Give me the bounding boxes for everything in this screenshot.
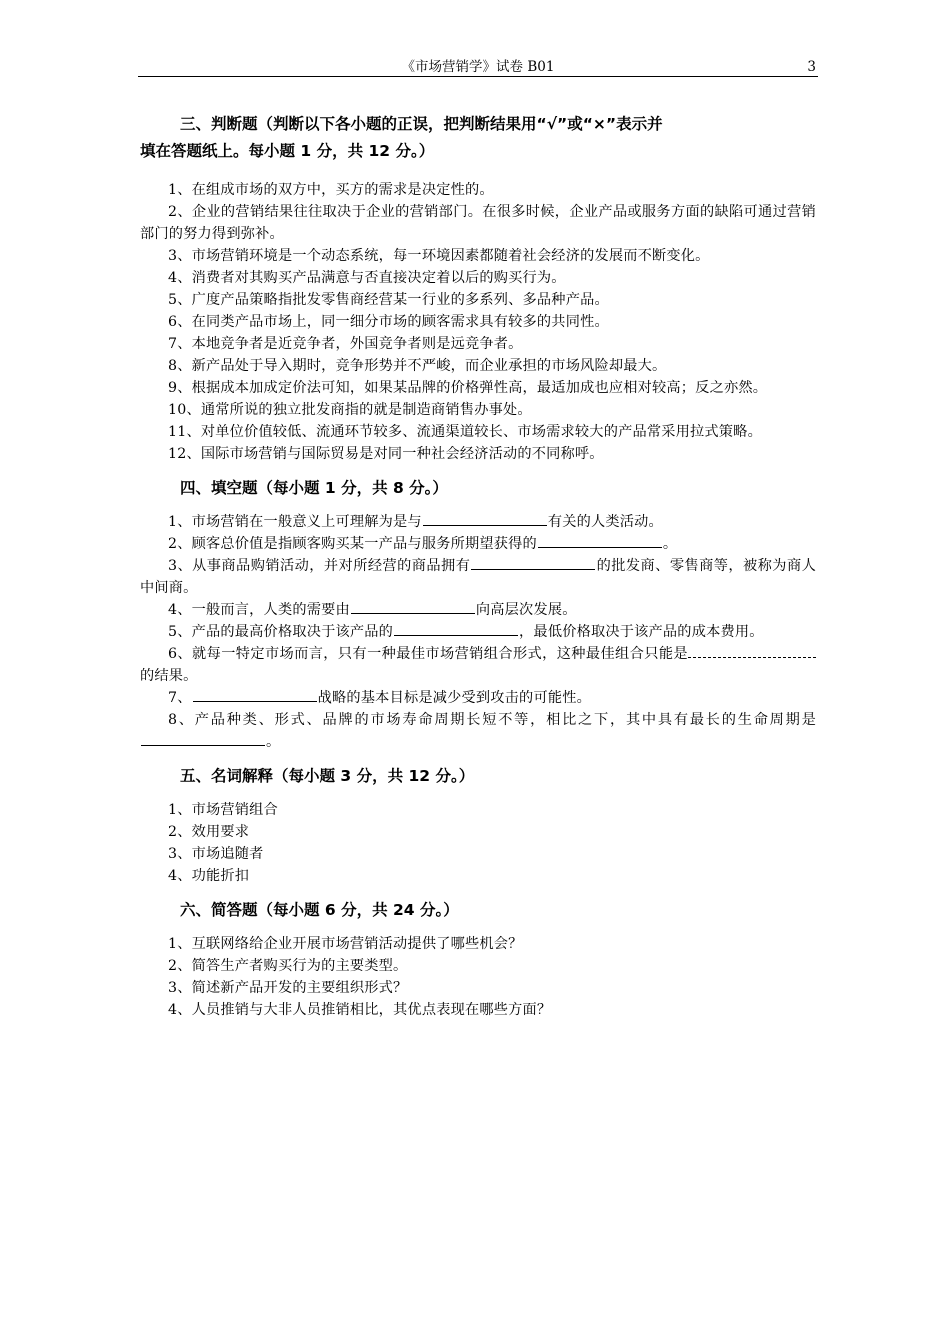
answer-blank (193, 687, 317, 702)
section-title-judge-line1: 三、判断题（判断以下各小题的正误，把判断结果用“√”或“×”表示并 (180, 115, 663, 133)
judge-item: 11、对单位价值较低、流通环节较多、流通渠道较长、市场需求较大的产品常采用拉式策略。 (168, 424, 762, 440)
fill-text-before: 7、 (168, 690, 192, 706)
fill-item (140, 643, 816, 687)
term-item: 3、市场追随者 (168, 846, 264, 862)
fill-text-after: 战略的基本目标是减少受到攻击的可能性。 (317, 690, 591, 706)
judge-item: 2、企业的营销结果往往取决于企业的营销部门。在很多时候，企业产品或服务方面的缺陷可通过营销部门的努力得到弥补。 (140, 204, 816, 242)
judge-item: 1、在组成市场的双方中，买方的需求是决定性的。 (168, 182, 494, 198)
fill-text-before: 2、顾客总价值是指顾客购买某一产品与服务所期望获得的 (168, 536, 537, 552)
judge-item: 3、市场营销环境是一个动态系统，每一环境因素都随着社会经济的发展而不断变化。 (168, 248, 710, 264)
fill-text-before: 5、产品的最高价格取决于该产品的 (168, 624, 394, 640)
judge-item: 8、新产品处于导入期时，竞争形势并不严峻，而企业承担的市场风险却最大。 (168, 358, 667, 374)
fill-text-after: 向高层次发展。 (475, 602, 577, 618)
answer-blank (538, 533, 662, 548)
fill-item (140, 511, 816, 533)
section-title-fill: 四、填空题（每小题 1 分，共 8 分。） (180, 479, 448, 497)
section-title-judge-line2: 填在答题纸上。每小题 1 分，共 12 分。） (140, 142, 435, 160)
short-item: 1、互联网络给企业开展市场营销活动提供了哪些机会？ (168, 936, 523, 952)
fill-items (140, 511, 816, 753)
fill-text-before: 8、产品种类、形式、品牌的市场寿命周期长短不等，相比之下，其中具有最长的生命周期是 (168, 712, 816, 728)
judge-item: 5、广度产品策略指批发零售商经营某一行业的多系列、多品种产品。 (168, 292, 609, 308)
judge-item: 4、消费者对其购买产品满意与否直接决定着以后的购买行为。 (168, 270, 566, 286)
page-header (138, 58, 818, 77)
judge-items (140, 179, 816, 465)
fill-text-after: ，最低价格取决于该产品的成本费用。 (519, 624, 764, 640)
terms-items (140, 799, 816, 887)
answer-blank (141, 731, 265, 746)
term-item: 2、效用要求 (168, 824, 250, 840)
term-item: 1、市场营销组合 (168, 802, 278, 818)
fill-item (140, 555, 816, 599)
fill-text-before: 3、从事商品购销活动，并对所经营的商品拥有 (168, 558, 471, 574)
fill-text-after: 的批发商、零售商等，被称为商人中间商。 (140, 558, 816, 596)
fill-text-before: 1、市场营销在一般意义上可理解为是与 (168, 514, 422, 530)
short-item: 4、人员推销与大非人员推销相比，其优点表现在哪些方面？ (168, 1002, 552, 1018)
term-item: 4、功能折扣 (168, 868, 250, 884)
answer-blank (688, 643, 816, 658)
answer-blank (423, 511, 547, 526)
fill-text-after: 的结果。 (140, 668, 198, 684)
fill-item (140, 533, 816, 555)
judge-item: 7、本地竞争者是近竞争者，外国竞争者则是远竞争者。 (168, 336, 523, 352)
judge-item: 10、通常所说的独立批发商指的就是制造商销售办事处。 (168, 402, 532, 418)
answer-blank (394, 621, 518, 636)
section-title-terms: 五、名词解释（每小题 3 分，共 12 分。） (180, 767, 475, 785)
fill-text-after: 。 (266, 734, 281, 750)
fill-item (140, 687, 816, 709)
answer-blank (351, 599, 475, 614)
section-title-judge (140, 111, 816, 138)
judge-item: 9、根据成本加成定价法可知，如果某品牌的价格弹性高，最适加成也应相对较高；反之亦然。 (168, 380, 768, 396)
answer-blank (471, 555, 595, 570)
exam-content (140, 111, 816, 1021)
short-item: 3、简述新产品开发的主要组织形式？ (168, 980, 408, 996)
fill-item (140, 621, 816, 643)
judge-item: 12、国际市场营销与国际贸易是对同一种社会经济活动的不同称呼。 (168, 446, 604, 462)
judge-item: 6、在同类产品市场上，同一细分市场的顾客需求具有较多的共同性。 (168, 314, 609, 330)
short-item: 2、简答生产者购买行为的主要类型。 (168, 958, 408, 974)
fill-text-before: 4、一般而言，人类的需要由 (168, 602, 350, 618)
section-title-short: 六、简答题（每小题 6 分，共 24 分。） (180, 901, 459, 919)
page-number: 3 (807, 59, 816, 75)
fill-text-after: 有关的人类活动。 (547, 514, 663, 530)
header-title: 《市场营销学》试卷 B01 (401, 59, 555, 75)
fill-item (140, 599, 816, 621)
fill-item (140, 709, 816, 753)
short-items (140, 933, 816, 1021)
fill-text-after: 。 (662, 536, 678, 552)
fill-text-before: 6、就每一特定市场而言，只有一种最佳市场营销组合形式，这种最佳组合只能是 (168, 646, 688, 662)
